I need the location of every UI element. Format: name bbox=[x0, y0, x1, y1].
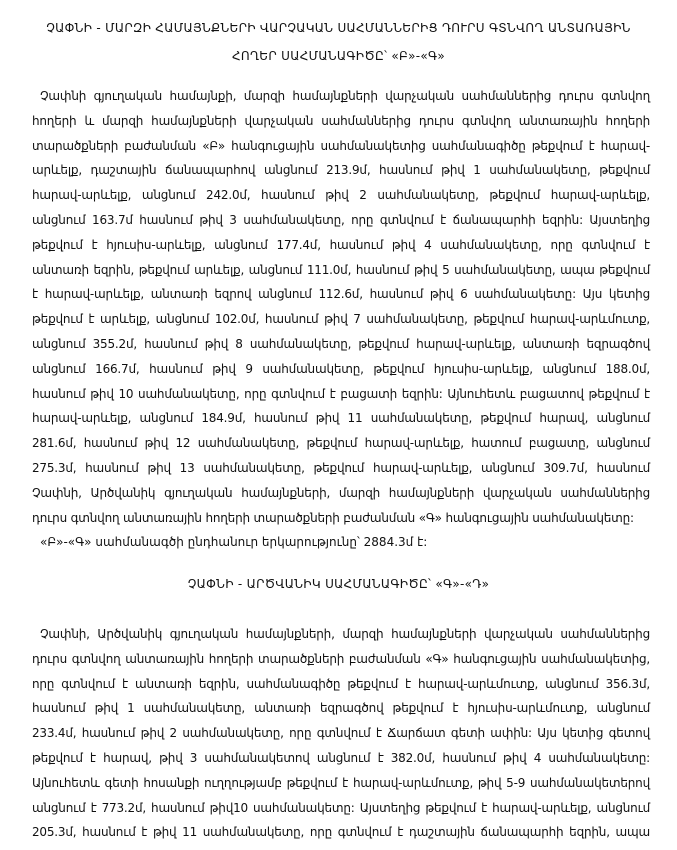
paragraph-line: թեքվում է հարավ, թիվ 3 սահմանակետով անցնում է 382.0մ, հասնում թիվ 4 սահմանակետը: bbox=[32, 750, 650, 765]
paragraph-line: 233.4մ, հասնում թիվ 2 սահմանակետը, որը գտնվում է Ճարճատ գետի ափին: Այս կետից գետով bbox=[32, 726, 650, 741]
paragraph-line: հարավ-արևելք, անցնում 184.9մ, հասնում թիվ 11 սահմանակետը, թեքվում հարավ, անցնում bbox=[32, 411, 650, 426]
section1-title-line: ՀՈՂԵՐ ՍԱՀՄԱՆԱԳԻԾԸ՝ «Բ»-«Գ» bbox=[231, 49, 445, 63]
section1-paragraph bbox=[32, 84, 650, 530]
paragraph-line: հողերի և մարզի համայնքների վարչական սահմաններից դուրս գտնվող անտառային հողերի bbox=[32, 113, 650, 128]
paragraph-line: հարավ-արևելք, անցնում 242.0մ, հասնում թիվ 2 սահմանակետը, թեքվում հարավ-արևելք, bbox=[32, 188, 650, 203]
paragraph-line: 281.6մ, հասնում թիվ 12 սահմանակետը, թեքվում հարավ-արևելք, հատում բացատը, անցնում bbox=[32, 436, 650, 451]
paragraph-line: հասնում թիվ 1 սահմանակետը, անտառի եզրագծով թեքվում է հյուսիս-արևմուտք, անցնում bbox=[32, 701, 650, 716]
paragraph-line: հասնում թիվ 10 սահմանակետը, որը գտնվում է բացատի եզրին: Այնուհետև բացատով թեքվում է bbox=[32, 386, 650, 401]
paragraph-line: թեքվում է արևելք, անցնում 102.0մ, հասնում թիվ 7 սահմանակետը, թեքվում հարավ-արևմուտք, bbox=[32, 312, 650, 327]
paragraph-line: Չափնի գյուղական համայնքի, մարզի համայնքների վարչական սահմաններից դուրս գտնվող bbox=[40, 89, 650, 103]
paragraph-line: Չափնի, Արծվանիկ գյուղական համայնքների, մարզի համայնքների վարչական սահմաններից bbox=[40, 627, 650, 641]
paragraph-line: անտառի եզրին, թեքվում արևելք, անցնում 111.0մ, հասնում թիվ 5 սահմանակետը, ապա թեքվում bbox=[32, 262, 650, 277]
paragraph-line: 275.3մ, հասնում թիվ 13 սահմանակետը, թեքվում հարավ-արևելք, անցնում 309.7մ, հասնում bbox=[32, 460, 650, 475]
paragraph-line: անցնում 355.2մ, հասնում թիվ 8 սահմանակետը, թեքվում հարավ-արևելք, անտառի եզրագծով bbox=[32, 336, 650, 351]
paragraph-line: տարածքների բաժանման «Բ» հանգուցային սահմանակետից սահմանագիծը թեքվում է հարավ- bbox=[32, 138, 650, 153]
paragraph-line: որը գտնվում է անտառի եզրին, սահմանագիծը թեքվում է հարավ-արևմուտք, անցնում 356.3մ, bbox=[32, 676, 650, 691]
paragraph-line: արևելք, դաշտային ճանապարհով անցնում 213.9մ, հասնում թիվ 1 սահմանակետը, թեքվում bbox=[32, 163, 650, 178]
paragraph-line: թեքվում է հյուսիս-արևելք, անցնում 177.4մ, հասնում թիվ 4 սահմանակետը, որը գտնվում է bbox=[32, 237, 650, 252]
section1-title-line: ՉԱՓՆԻ - ՄԱՐԶԻ ՀԱՄԱՅՆՔՆԵՐԻ ՎԱՐՉԱԿԱՆ ՍԱՀՄԱՆՆԵՐԻՑ ԴՈՒՐՍ ԳՏՆՎՈՂ ԱՆՏԱՌԱՅԻՆ bbox=[46, 21, 631, 35]
section1-title bbox=[0, 14, 677, 70]
paragraph-line: անցնում 166.7մ, հասնում թիվ 9 սահմանակետը, թեքվում հյուսիս-արևելք, անցնում 188.0մ, bbox=[32, 361, 650, 376]
section1-total-length: «Բ»-«Գ» սահմանագծի ընդհանուր երկարությունը՝ 2884.3մ է: bbox=[40, 535, 428, 549]
section2-paragraph bbox=[32, 622, 650, 845]
paragraph-line: Այնուհետև գետի հոսանքի ուղղությամբ թեքվում է հարավ-արևմուտք, թիվ 5-9 սահմանակետերով bbox=[32, 775, 650, 790]
paragraph-line: անցնում 163.7մ հասնում թիվ 3 սահմանակետը, որը գտնվում է ճանապարհի եզրին: Այստեղից bbox=[32, 212, 650, 227]
paragraph-line: Չափնի, Արծվանիկ գյուղական համայնքների, մարզի համայնքների վարչական սահմաններից bbox=[32, 485, 650, 500]
paragraph-line: դուրս գտնվող անտառային հողերի տարածքների բաժանման «Գ» հանգուցային սահմանակետից, bbox=[32, 651, 650, 666]
section2-title: ՉԱՓՆԻ - ԱՐԾՎԱՆԻԿ ՍԱՀՄԱՆԱԳԻԾԸ՝ «Գ»-«Դ» bbox=[187, 577, 490, 591]
paragraph-line: է հարավ-արևելք, անտառի եզրով անցնում 112.6մ, հասնում թիվ 6 սահմանակետը: Այս կետից bbox=[32, 287, 650, 302]
paragraph-line: անցնում է 773.2մ, հասնում թիվ10 սահմանակետը: Այստեղից թեքվում է հարավ-արևելք, անցնում bbox=[32, 800, 650, 815]
paragraph-line: 205.3մ, հասնում է թիվ 11 սահմանակետը, որը գտնվում է դաշտային ճանապարհի եզրին, ապա bbox=[32, 825, 650, 840]
paragraph-line: դուրս գտնվող անտառային հողերի տարածքների բաժանման «Գ» հանգուցային սահմանակետը: bbox=[32, 510, 634, 525]
